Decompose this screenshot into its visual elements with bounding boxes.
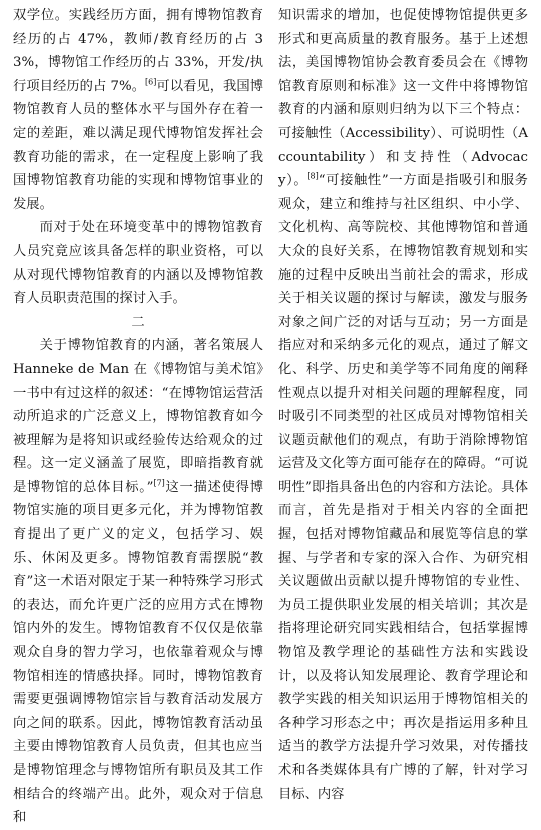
section-heading: 二 — [131, 314, 145, 330]
citation-ref: [7] — [153, 478, 165, 488]
paragraph-transition — [13, 216, 263, 310]
right-column — [278, 4, 528, 802]
citation-ref: [8] — [307, 171, 319, 181]
paragraph-text: 双学位。实践经历方面，拥有博物馆教育经历的占 47%，教师/教育经历的占 33%，博物馆工作经历的占 33%，开发/执行项目经历的占 7%。 — [13, 8, 263, 94]
paragraph-text: 知识需求的增加，也促使博物馆提供更多形式和更高质量的教育服务。基于上述想法，美国博物馆协会教育委员会在《博物馆教育原则和标准》这一文件中将博物馆教育的内涵和原则归纳为以下三个特点：可接触性（Accessibility）、可说明性（Accountability）和支持性（Advocacy）。 — [278, 8, 528, 189]
left-column — [13, 4, 264, 826]
paragraph-text: 这一描述使得博物馆实施的项目更多元化，并为博物馆教育提出了更广义的定义，包括学习、娱乐、休闲及更多。博物馆教育需摆脱“教育”这一术语对限定于某一种特殊学习形式的表达，而允许更广泛的应用方式在博物馆内外的发生。博物馆教育不仅仅是依靠观众自身的智力学习，也依靠着观众与博物馆相连的情感抉择。同时，博物馆教育需要更强调博物馆宗旨与教育活动发展方向之间的联系。因此，博物馆教育活动虽主要由博物馆教育人员负责，但其也应当是博物馆理念与博物馆所有职员及其工作相结合的终端产出。此外，观众对于信息和 — [13, 479, 264, 826]
citation-ref: [6] — [145, 77, 157, 87]
paragraph-text: 关于博物馆教育的内涵，著名策展人 Hanneke de Man 在《博物馆与美术馆》一书中有过这样的叙述：“在博物馆运营活动所追求的广泛意义上，博物馆教育如今被理解为是将知识或经验传达给观众的过程。这一定义涵盖了展览，即暗指教育就是博物馆的总体目标。” — [13, 338, 263, 495]
paragraph-three-principles — [278, 4, 528, 806]
paragraph-museum-education-definition — [13, 334, 263, 829]
paragraph-text: “可接触性”一方面是指吸引和服务观众，建立和维持与社区组织、中小学、文化机构、高等院校、其他博物馆和普通大众的良好关系，在博物馆教育规划和实施的过程中反映出当前社会的需求，形成关于相关议题的探讨与解读，激发与服务对象之间广泛的对话与互动；另一方面是指应对和采纳多元化的观点，通过了解文化、科学、历史和美学等不同角度的阐释性观点以提升对相关问题的理解程度，同时吸引不同类型的社区成员对博物馆相关议题贡献他们的观点，有助于消除博物馆运营及文化等方面可能存在的障碍。“可说明性”即指具备出色的内容和方法论。具体而言，首先是指对于相关内容的全面把握，包括对博物馆藏品和展览等信息的掌握、与学者和专家的深入合作、为研究相关议题做出贡献以提升博物馆的专业性、为员工提供职业发展的相关培训；其次是指将理论研究同实践相结合，包括掌握博物馆及教学理论的基础性方法和实践设计，以及将认知发展理论、教育学理论和教学实践的相关知识运用于博物馆相关的各种学习形态之中；再次是指运用多种且适当的教学方法提升学习效果，对传播技术和各类媒体具有广博的了解，针对学习目标、内容 — [278, 173, 528, 802]
paragraph-text: 而对于处在环境变革中的博物馆教育人员究竟应该具备怎样的职业资格，可以从对现代博物馆教育的内涵以及博物馆教育人员职责范围的探讨入手。 — [13, 220, 263, 307]
paragraph-qualification-stats — [13, 4, 263, 216]
paragraph-text: 可以看见，我国博物馆教育人员的整体水平与国外存在着一定的差距，难以满足现代博物馆发挥社会教育功能的需求，在一定程度上影响了我国博物馆教育功能的实现和博物馆事业的发展。 — [13, 78, 264, 212]
